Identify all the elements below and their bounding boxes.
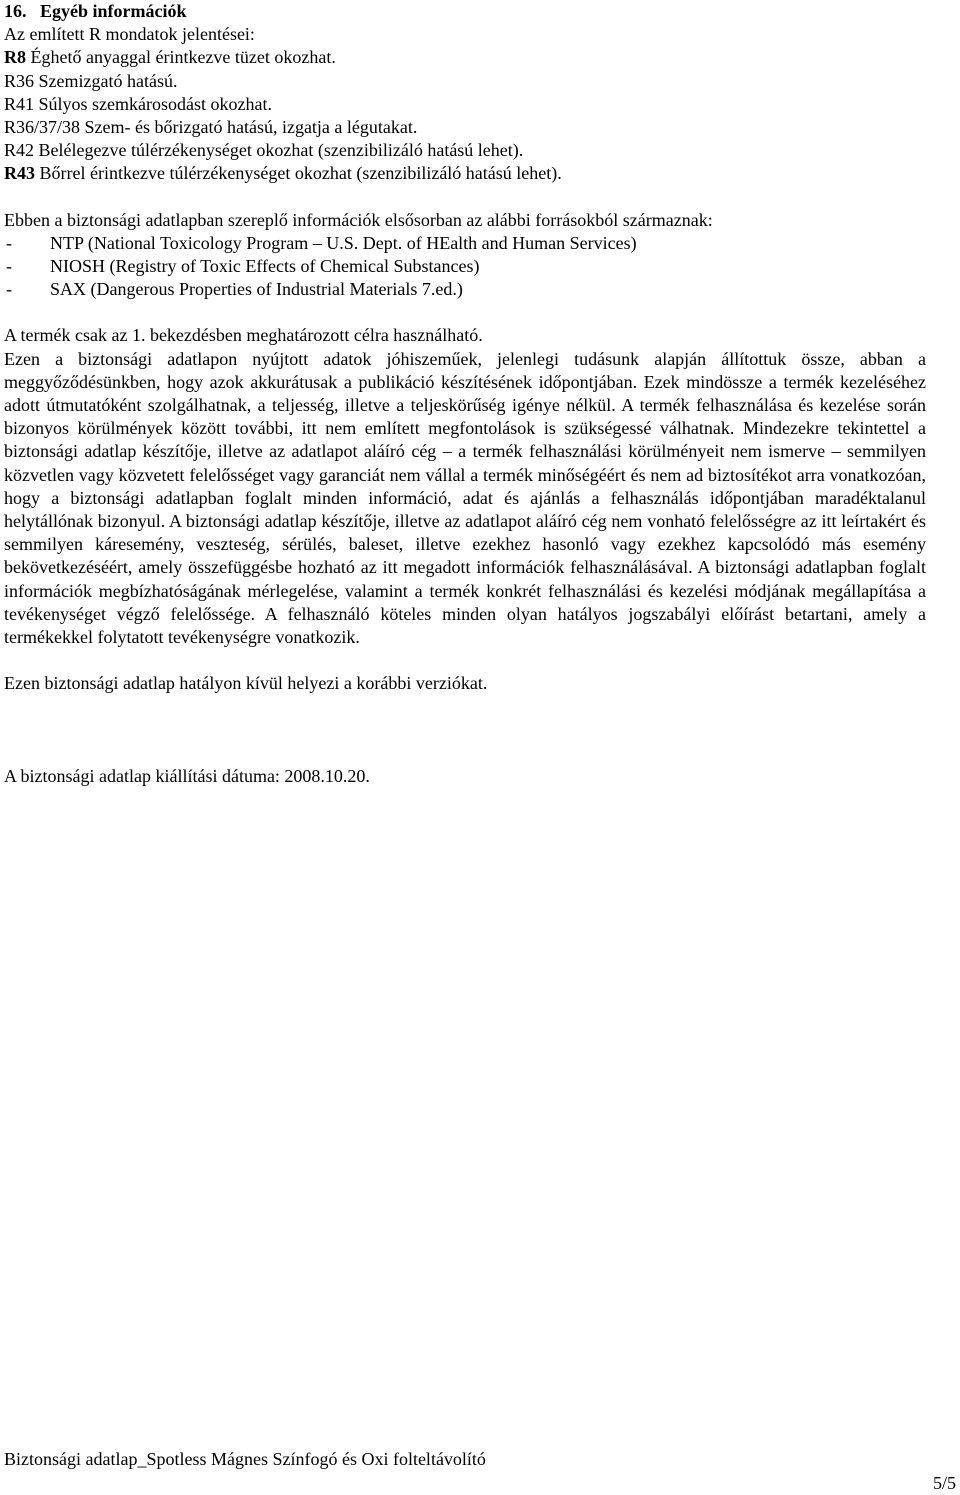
section-heading [4,0,926,23]
r-phrase-text: Belélegezve túlérzékenységet okozhat (szenzibilizáló hatású lehet). [34,140,524,161]
section-number: 16. [4,1,27,21]
r-phrase-text: Súlyos szemkárosodást okozhat. [34,93,272,114]
source-text: NIOSH (Registry of Toxic Effects of Chemical Substances) [50,256,480,277]
r-phrase-item [4,116,926,139]
usage-note: A termék csak az 1. bekezdésben meghatározott célra használható. [4,325,483,346]
r-phrase-item [4,70,926,93]
page-number: 5/5 [932,1473,956,1493]
source-item [4,255,926,278]
list-dash: - [6,232,12,253]
r-phrases-intro: Az említett R mondatok jelentései: [4,24,255,45]
list-dash: - [6,256,12,277]
source-text: SAX (Dangerous Properties of Industrial Materials 7.ed.) [50,279,463,300]
supersedes-note: Ezen biztonsági adatlap hatályon kívül helyezi a korábbi verziókat. [4,673,488,694]
spacer [4,695,926,765]
r-phrase-text: Szem- és bőrizgató hatású, izgatja a légutakat. [80,117,418,138]
disclaimer-paragraph: Ezen a biztonsági adatlapon nyújtott adatok jóhiszeműek, jelenlegi tudásunk alapján állítottuk össze, abban a meggyőződésünkben, hogy azok akkurátusak a publikáció készítésének időpontjában. Ezek mindössze a termék kezeléséhez adott útmutatóként szolgálhatnak, a teljesség, illetve a teljeskörűség igénye nélkül. A termék felhasználása és kezelése során bizonyos körülmények között további, itt nem említett megfontolások is szükségessé válhatnak. Mindezekre tekintettel a biztonsági adatlap készítője, illetve az adatlapot aláíró cég – a termék felhasználási körülményeit nem ismerve – semmilyen közvetlen vagy közvetett felelősséget vagy garanciát nem vállal a termék minőségéért és nem ad biztosítékot arra vonatkozóan, hogy a biztonsági adatlapban foglalt minden információ, adat és ajánlás a felhasználás időpontjában maradéktalanul helytállónak bizonyul. A biztonsági adatlap készítője, illetve az adatlapot aláíró cég nem vonható felelősségre az itt leírtakért és semmilyen káresemény, veszteség, sérülés, baleset, illetve ezekhez hasonló vagy ezekhez kapcsolódó más esemény bekövetkezéséért, amely összefüggésbe hozható az itt megadott információk felhasználásával. A biztonsági adatlapban foglalt információk megbízhatóságának mérlegelése, valamint a termék konkrét felhasználási és kezelési módjának megállapítása a tevékenységet végző felelőssége. A felhasználó köteles minden olyan hatályos jogszabályi előírást betartani, amely a termékekkel folytatott tevékenységre vonatkozik. [4,348,926,648]
source-item [4,278,926,301]
list-dash: - [6,279,12,300]
spacer [4,301,926,324]
spacer [4,186,926,209]
r-phrase-item [4,46,926,69]
spacer [4,649,926,672]
r-phrase-item [4,162,926,185]
r-phrase-code: R36/37/38 [4,117,81,138]
r-phrase-code: R42 [4,140,35,161]
r-phrase-code: R41 [4,93,35,114]
r-phrase-text: Szemizgató hatású. [34,70,178,91]
issue-date: A biztonsági adatlap kiállítási dátuma: 2008.10.20. [4,766,370,787]
page-footer: Biztonsági adatlap_Spotless Mágnes Színfogó és Oxi folteltávolító [4,1449,486,1469]
sources-list [4,232,926,302]
r-phrase-text: Éghető anyaggal érintkezve tüzet okozhat. [26,47,336,68]
r-phrase-text: Bőrrel érintkezve túlérzékenységet okozhat (szenzibilizáló hatású lehet). [35,163,562,184]
source-text: NTP (National Toxicology Program – U.S. Dept. of HEalth and Human Services) [50,232,637,253]
r-phrase-code: R36 [4,70,35,91]
source-item [4,232,926,255]
r-phrase-item [4,93,926,116]
r-phrase-item [4,139,926,162]
document-page [4,0,926,789]
r-phrase-code: R43 [4,163,35,184]
sources-intro: Ebben a biztonsági adatlapban szereplő információk elsősorban az alábbi forrásokból származnak: [4,209,713,230]
section-title: Egyéb információk [40,1,187,21]
r-phrase-list [4,46,926,185]
r-phrase-code: R8 [4,47,26,68]
